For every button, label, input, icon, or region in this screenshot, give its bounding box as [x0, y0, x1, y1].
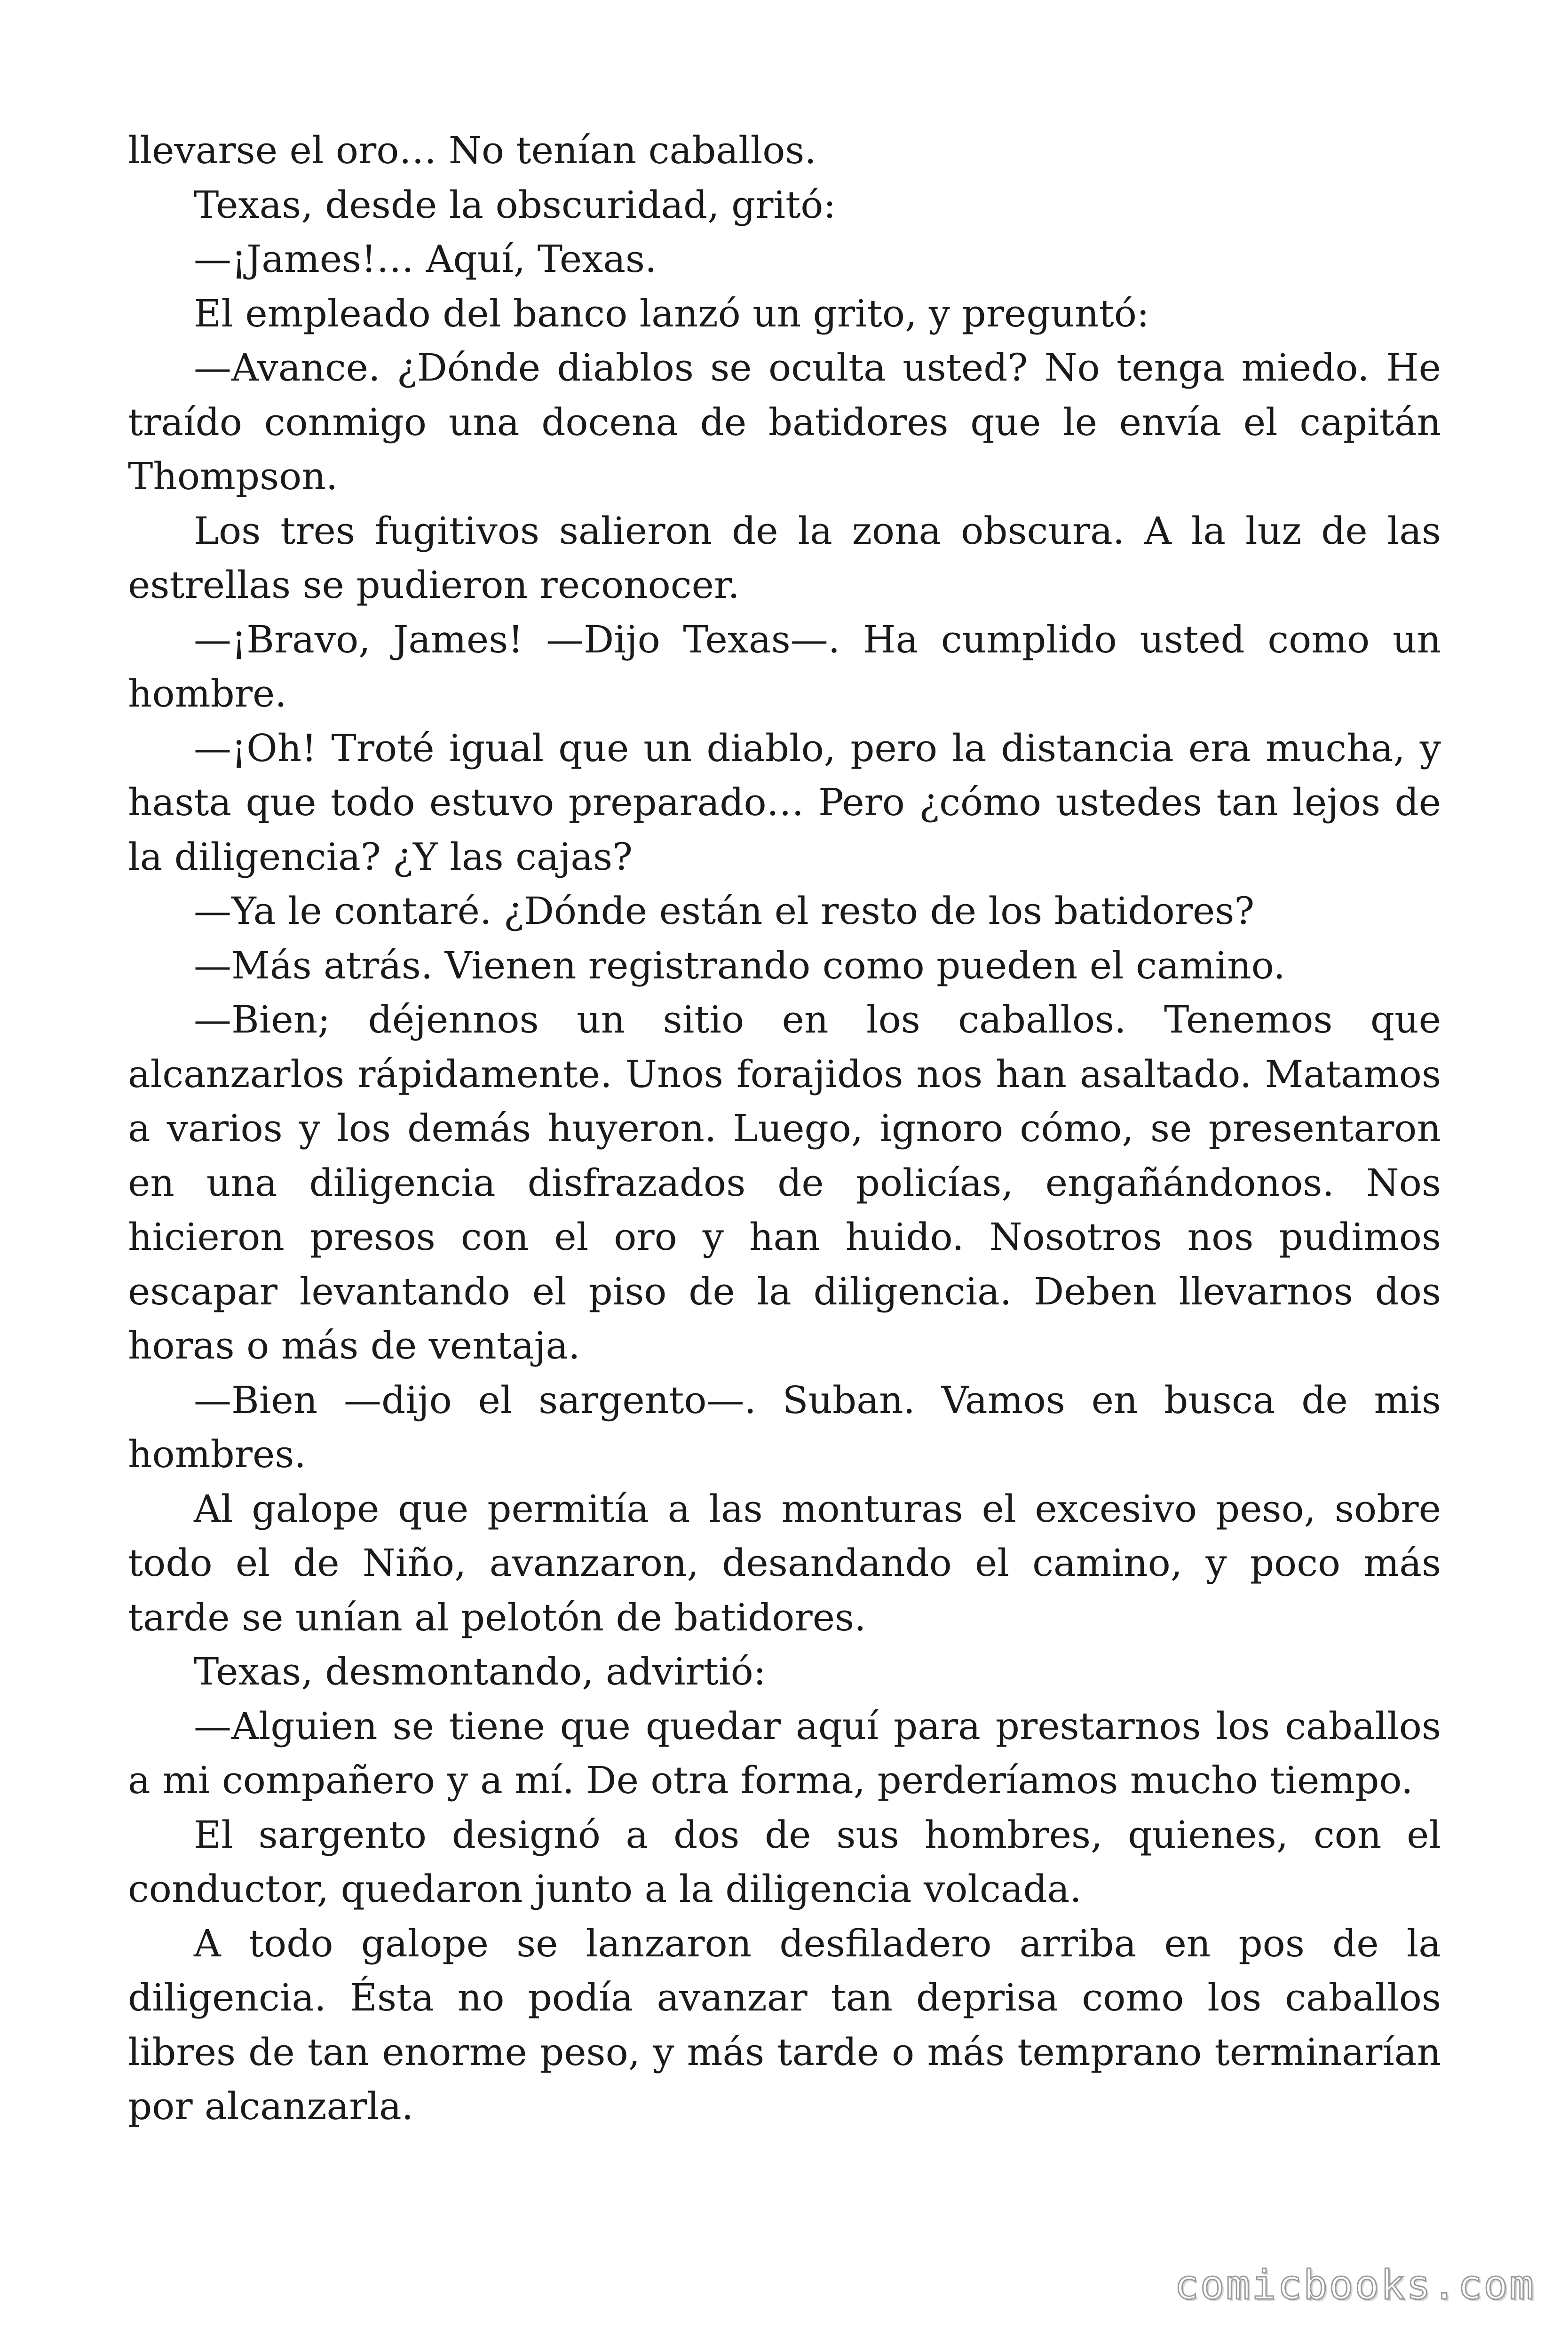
paragraph-13: Al galope que permitía a las monturas el excesivo peso, sobre todo el de Niño, avanzaron, desandando el camino, y poco más tarde se unían al pelotón de batidores.: [128, 1486, 1441, 1639]
paragraph-6: Los tres fugitivos salieron de la zona obscura. A la luz de las estrellas se pudieron reconocer.: [128, 509, 1441, 607]
watermark: comicbooks.com: [1174, 2262, 1535, 2309]
paragraph-15: —Alguien se tiene que quedar aquí para prestarnos los caballos a mi compañero y a mí. De otra forma, perderíamos mucho tiempo.: [128, 1704, 1441, 1802]
paragraph-12: —Bien —dijo el sargento—. Suban. Vamos en busca de mis hombres.: [128, 1378, 1441, 1476]
paragraph-3: —¡James!… Aquí, Texas.: [194, 237, 657, 281]
paragraph-1: llevarse el oro… No tenían caballos.: [128, 128, 816, 172]
paragraph-9: —Ya le contaré. ¿Dónde están el resto de los batidores?: [194, 889, 1255, 933]
paragraph-7: —¡Bravo, James! —Dijo Texas—. Ha cumplido usted como un hombre.: [128, 617, 1441, 715]
paragraph-11: —Bien; déjennos un sitio en los caballos. Tenemos que alcanzarlos rápidamente. Unos forajidos nos han asaltado. Matamos a varios y los demás huyeron. Luego, ignoro cómo, se presentaron en una diligencia disfrazados de policías, engañándonos. Nos hicieron presos con el oro y han huido. Nosotros nos pudimos escapar levantando el piso de la diligencia. Deben llevarnos dos horas o más de ventaja.: [128, 998, 1441, 1367]
paragraph-14: Texas, desmontando, advirtió:: [194, 1650, 766, 1693]
paragraph-16: El sargento designó a dos de sus hombres, quienes, con el conductor, quedaron junto a la diligencia volcada.: [128, 1812, 1441, 1911]
paragraph-8: —¡Oh! Troté igual que un diablo, pero la distancia era mucha, y hasta que todo estuvo preparado… Pero ¿cómo ustedes tan lejos de la diligencia? ¿Y las cajas?: [128, 726, 1441, 879]
paragraph-2: Texas, desde la obscuridad, gritó:: [194, 183, 836, 227]
paragraph-5: —Avance. ¿Dónde diablos se oculta usted? No tenga miedo. He traído conmigo una docena de batidores que le envía el capitán Thompson.: [128, 346, 1441, 498]
paragraph-4: El empleado del banco lanzó un grito, y preguntó:: [194, 291, 1149, 335]
paragraph-17: A todo galope se lanzaron desfiladero arriba en pos de la diligencia. Ésta no podía avanzar tan deprisa como los caballos libres de tan enorme peso, y más tarde o más temprano terminarían por alcanzarla.: [128, 1921, 1441, 2128]
paragraph-10: —Más atrás. Vienen registrando como pueden el camino.: [194, 943, 1285, 987]
page-body-text: [128, 123, 1441, 2134]
